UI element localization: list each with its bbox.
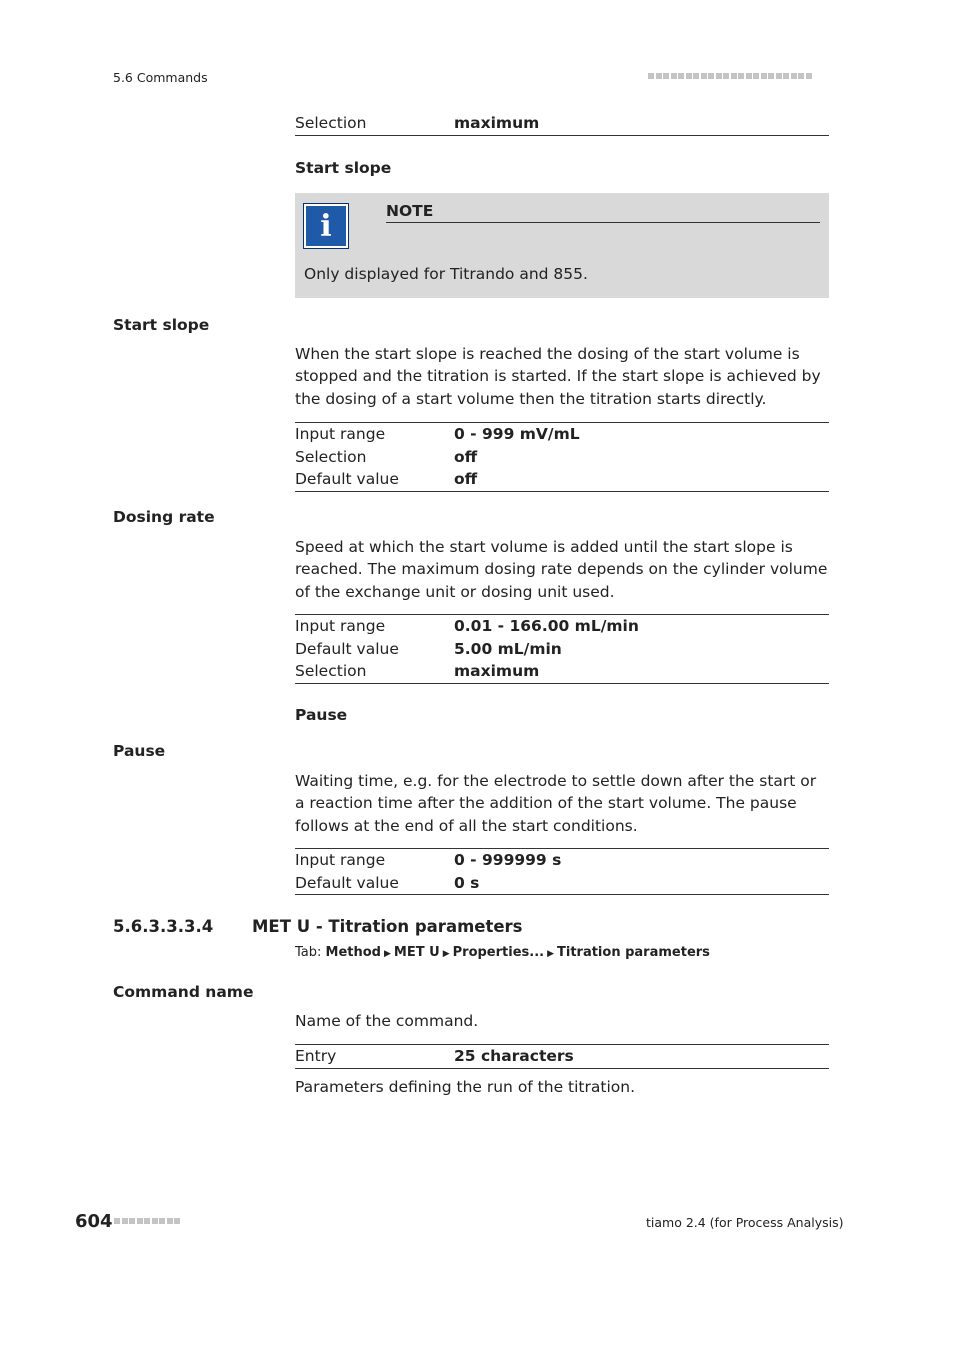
start-slope-subheading: Start slope bbox=[295, 159, 392, 177]
arrow-right-icon: ▶ bbox=[384, 949, 391, 959]
tab-path: Tab: Method ▶ MET U ▶ Properties... ▶ Titration parameters bbox=[295, 945, 710, 960]
start-slope-description: When the start slope is reached the dosing of the start volume is stopped and the titration is started. If the start slope is achieved by the dosing of a start volume then the titration starts directly. bbox=[295, 345, 821, 408]
start-slope-param-table bbox=[295, 422, 829, 492]
pause-param-table bbox=[295, 848, 829, 895]
arrow-right-icon: ▶ bbox=[547, 949, 554, 959]
dosing-rate-heading: Dosing rate bbox=[113, 508, 215, 526]
note-box bbox=[295, 193, 829, 298]
tab-path-titration-parameters: Titration parameters bbox=[557, 945, 710, 960]
command-name-description: Name of the command. bbox=[295, 1012, 479, 1030]
param-row: Input range 0 - 999999 s bbox=[295, 851, 562, 869]
arrow-right-icon: ▶ bbox=[442, 949, 450, 959]
info-icon: i bbox=[303, 203, 349, 249]
tab-path-met-u: MET U bbox=[393, 945, 440, 960]
param-row: Input range 0 - 999 mV/mL bbox=[295, 425, 580, 443]
tab-path-method: Method bbox=[325, 945, 381, 960]
command-name-param-table bbox=[295, 1044, 829, 1069]
dosing-rate-description: Speed at which the start volume is added until the start slope is reached. The maximum dosing rate depends on the cylinder volume of the exchange unit or dosing unit used. bbox=[295, 538, 828, 601]
param-row: Entry 25 characters bbox=[295, 1047, 574, 1065]
start-slope-heading: Start slope bbox=[113, 316, 210, 334]
product-name: tiamo 2.4 (for Process Analysis) bbox=[646, 1215, 844, 1230]
param-row: Default value 0 s bbox=[295, 873, 480, 892]
section-title: MET U - Titration parameters bbox=[252, 917, 523, 936]
dosing-rate-param-table bbox=[295, 614, 829, 684]
param-row: Selection maximum bbox=[295, 114, 540, 132]
page-number: 604 bbox=[75, 1211, 113, 1232]
header-decoration bbox=[648, 73, 812, 79]
titration-parameters-description: Parameters defining the run of the titration. bbox=[295, 1078, 635, 1096]
pause-heading: Pause bbox=[113, 742, 166, 760]
param-row: Default value off bbox=[295, 470, 478, 488]
top-param-table bbox=[295, 112, 829, 136]
param-row: Selection maximum bbox=[295, 662, 540, 680]
note-text: Only displayed for Titrando and 855. bbox=[304, 265, 588, 283]
pause-subheading: Pause bbox=[295, 706, 348, 724]
param-row: Input range 0.01 - 166.00 mL/min bbox=[295, 617, 639, 635]
pause-description: Waiting time, e.g. for the electrode to settle down after the start or a reaction time after the addition of the start volume. The pause follows at the end of all the start conditions. bbox=[295, 772, 817, 835]
tab-path-properties: Properties... bbox=[452, 945, 545, 960]
note-title: NOTE bbox=[386, 202, 820, 223]
section-number: 5.6.3.3.3.4 bbox=[113, 917, 214, 936]
running-header-section: 5.6 Commands bbox=[113, 70, 208, 85]
command-name-heading: Command name bbox=[113, 983, 254, 1001]
param-row: Default value 5.00 mL/min bbox=[295, 639, 562, 658]
footer-decoration bbox=[114, 1218, 180, 1224]
param-row: Selection off bbox=[295, 447, 478, 466]
